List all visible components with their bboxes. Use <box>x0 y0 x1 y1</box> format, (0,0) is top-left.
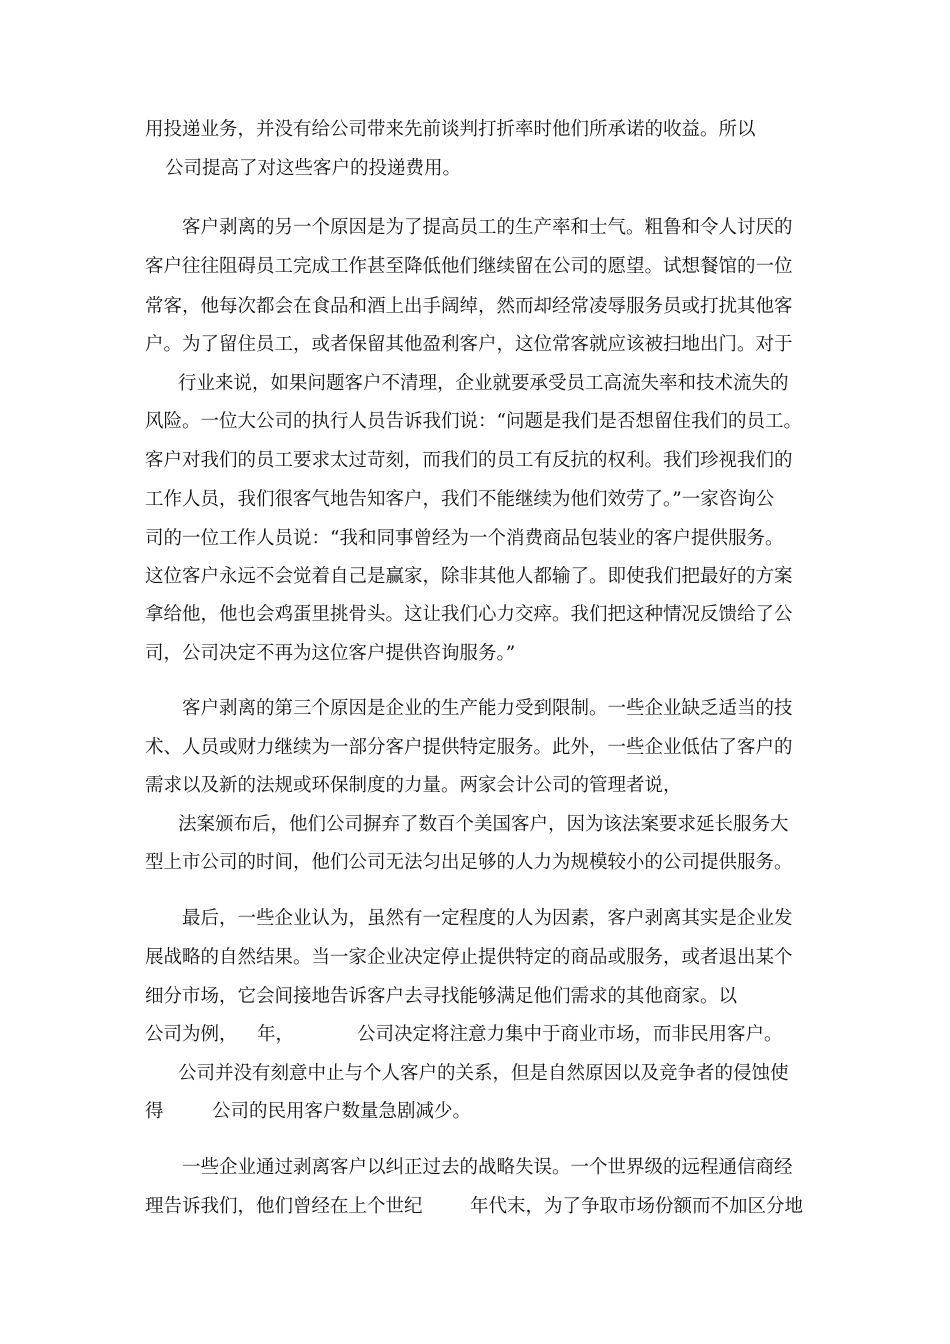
text-line: 用投递业务，并没有给公司带来先前谈判打折率时他们所承诺的收益。所以 <box>145 119 756 140</box>
text-line: 理告诉我们，他们曾经在上个世纪 <box>145 1196 423 1217</box>
text-line: 公司的民用客户数量急剧减少。 <box>212 1101 472 1122</box>
text-line: 风险。一位大公司的执行人员告诉我们说：“问题是我们是否想留住我们的员工。 <box>145 411 802 432</box>
text-line: 型上市公司的时间，他们公司无法匀出足够的人力为规模较小的公司提供服务。 <box>145 852 793 873</box>
text-line: 客户对我们的员工要求太过苛刻，而我们的员工有反抗的权利。我们珍视我们的 <box>145 450 793 471</box>
text-line: 展战略的自然结果。当一家企业决定停止提供特定的商品或服务，或者退出某个 <box>145 947 793 968</box>
text-line: 客户剥离的第三个原因是企业的生产能力受到限制。一些企业缺乏适当的技 <box>182 698 793 719</box>
text-line: 这位客户永远不会觉着自己是赢家，除非其他人都输了。即使我们把最好的方案 <box>145 566 793 587</box>
text-line: 年， <box>257 1024 295 1045</box>
text-line: 一些企业通过剥离客户以纠正过去的战略失误。一个世界级的远程通信商经 <box>182 1157 793 1178</box>
text-line: 需求以及新的法规或环保制度的力量。两家会计公司的管理者说， <box>145 775 682 796</box>
text-line: 客户往往阻碍员工完成工作甚至降低他们继续留在公司的愿望。试想餐馆的一位 <box>145 256 793 277</box>
text-line: 术、人员或财力继续为一部分客户提供特定服务。此外，一些企业低估了客户的 <box>145 737 793 758</box>
text-line: 细分市场，它会间接地告诉客户去寻找能够满足他们需求的其他商家。以 <box>145 986 738 1007</box>
text-line: 公司提高了对这些客户的投递费用。 <box>165 158 462 179</box>
text-line: 常客，他每次都会在食品和酒上出手阔绰，然而却经常凌辱服务员或打扰其他客 <box>145 296 793 317</box>
text-line: 年代末，为了争取市场份额而不加区分地 <box>470 1196 804 1217</box>
text-line: 拿给他，他也会鸡蛋里挑骨头。这让我们心力交瘁。我们把这种情况反馈给了公 <box>145 604 793 625</box>
text-line: 得 <box>145 1101 164 1122</box>
text-line: 行业来说，如果问题客户不清理，企业就要承受员工高流失率和技术流失的 <box>178 373 789 394</box>
text-line: 公司为例， <box>145 1024 238 1045</box>
text-line: 客户剥离的另一个原因是为了提高员工的生产率和士气。粗鲁和令人讨厌的 <box>182 217 793 238</box>
text-line: 户。为了留住员工，或者保留其他盈利客户，这位常客就应该被扫地出门。对于 <box>145 334 793 355</box>
text-line: 司的一位工作人员说：“我和同事曾经为一个消费商品包装业的客户提供服务。 <box>145 528 784 549</box>
text-line: 公司决定将注意力集中于商业市场，而非民用客户。 <box>357 1024 783 1045</box>
text-line: 司，公司决定不再为这位客户提供咨询服务。” <box>145 643 516 664</box>
text-line: 最后，一些企业认为，虽然有一定程度的人为因素，客户剥离其实是企业发 <box>182 908 793 929</box>
text-line: 法案颁布后，他们公司摒弃了数百个美国客户，因为该法案要求延长服务大 <box>178 814 789 835</box>
text-line: 工作人员，我们很客气地告知客户，我们不能继续为他们效劳了。”一家咨询公 <box>145 489 775 510</box>
text-line: 公司并没有刻意中止与个人客户的关系，但是自然原因以及竞争者的侵蚀使 <box>178 1063 789 1084</box>
